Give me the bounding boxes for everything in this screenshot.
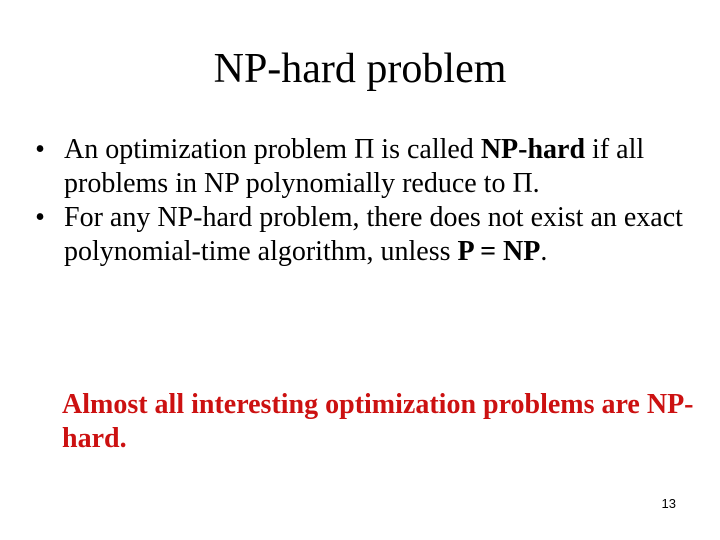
bullet-text: An optimization problem Π is called	[64, 134, 481, 165]
bullet-text: if all problems in NP polynomially reduce to Π.	[64, 134, 645, 199]
bullet-list	[30, 133, 710, 269]
bullet-icon: •	[35, 202, 45, 233]
bullet-icon: •	[35, 134, 45, 165]
bullet-item	[30, 133, 710, 201]
bullet-text: .	[540, 236, 548, 267]
bullet-item	[30, 201, 710, 269]
bullet-bold-term: NP-hard	[480, 134, 586, 165]
highlight-note: Almost all interesting optimization problems are NP-hard.	[62, 389, 694, 454]
slide-title: NP-hard problem	[213, 46, 507, 92]
bullet-bold-term: P = NP	[457, 236, 541, 267]
page-number: 13	[661, 496, 676, 511]
bullet-text: For any NP-hard problem, there does not exist an exact polynomial-time algorithm, unless	[64, 202, 683, 267]
